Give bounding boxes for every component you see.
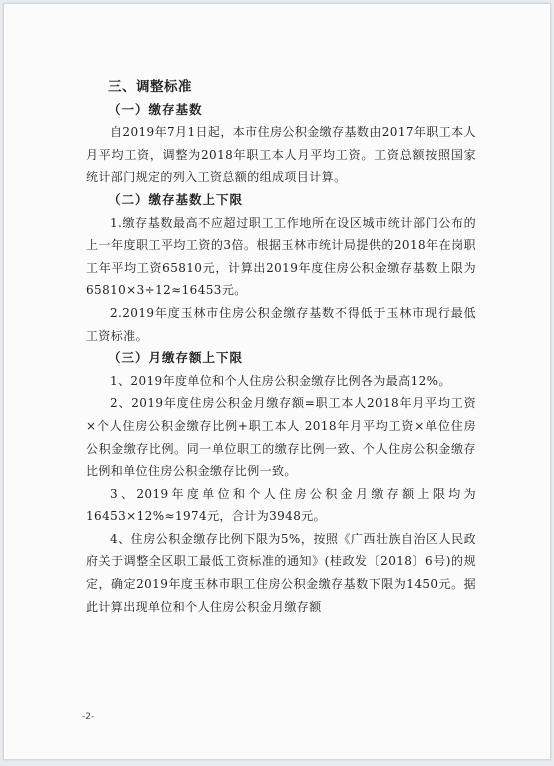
- subsection-title-contribution-base: （一）缴存基数: [108, 101, 203, 117]
- document-body: [86, 76, 476, 618]
- paragraph-base-lower-limit: 2.2019年度玉林市住房公积金缴存基数不得低于玉林市现行最低工资标准。: [86, 305, 476, 343]
- paragraph-monthly-lower-limit: 4、住房公积金缴存比例下限为5%，按照《广西壮族自治区人民政府关于调整全区职工最低工资标准的通知》(桂政发〔2018〕6号)的规定，确定2019年度玉林市职工住房公积金缴存基数下限为1450元。据此计算出现单位和个人住房公积金月缴存额: [86, 531, 476, 614]
- paragraph-contribution-base: 自2019年7月1日起，本市住房公积金缴存基数由2017年职工本人月平均工资，调整为2018年职工本人月平均工资。工资总额按照国家统计部门规定的列入工资总额的组成项目计算。: [86, 125, 476, 185]
- subsection-title-monthly-limits: （三）月缴存额上下限: [108, 350, 244, 366]
- paragraph-monthly-formula: 2、2019年度住房公积金月缴存额=职工本人2018年月平均工资×个人住房公积金缴存比例+职工本人 2018年月平均工资×单位住房公积金缴存比例。同一单位职工的缴存比例一致、个人住房公积金缴存比例和单位住房公积金缴存比例一致。: [86, 396, 476, 479]
- subsection-title-base-limits: （二）缴存基数上下限: [108, 191, 244, 207]
- page-number: -2-: [82, 712, 95, 722]
- section-title: 三、调整标准: [108, 79, 192, 95]
- paragraph-monthly-ratio: 1、2019年度单位和个人住房公积金缴存比例各为最高12%。: [110, 373, 451, 388]
- paragraph-base-upper-limit: 1.缴存基数最高不应超过职工工作地所在设区城市统计部门公布的上一年度职工平均工资的3倍。根据玉林市统计局提供的2018年在岗职工年平均工资65810元，计算出2019年度住房公积金缴存基数上限为65810×3÷12≈16453元。: [86, 215, 476, 298]
- document-page: [3, 3, 551, 760]
- paragraph-monthly-upper-limit: 3、2019年度单位和个人住房公积金月缴存额上限均为16453×12%≈1974元，合计为3948元。: [86, 486, 476, 524]
